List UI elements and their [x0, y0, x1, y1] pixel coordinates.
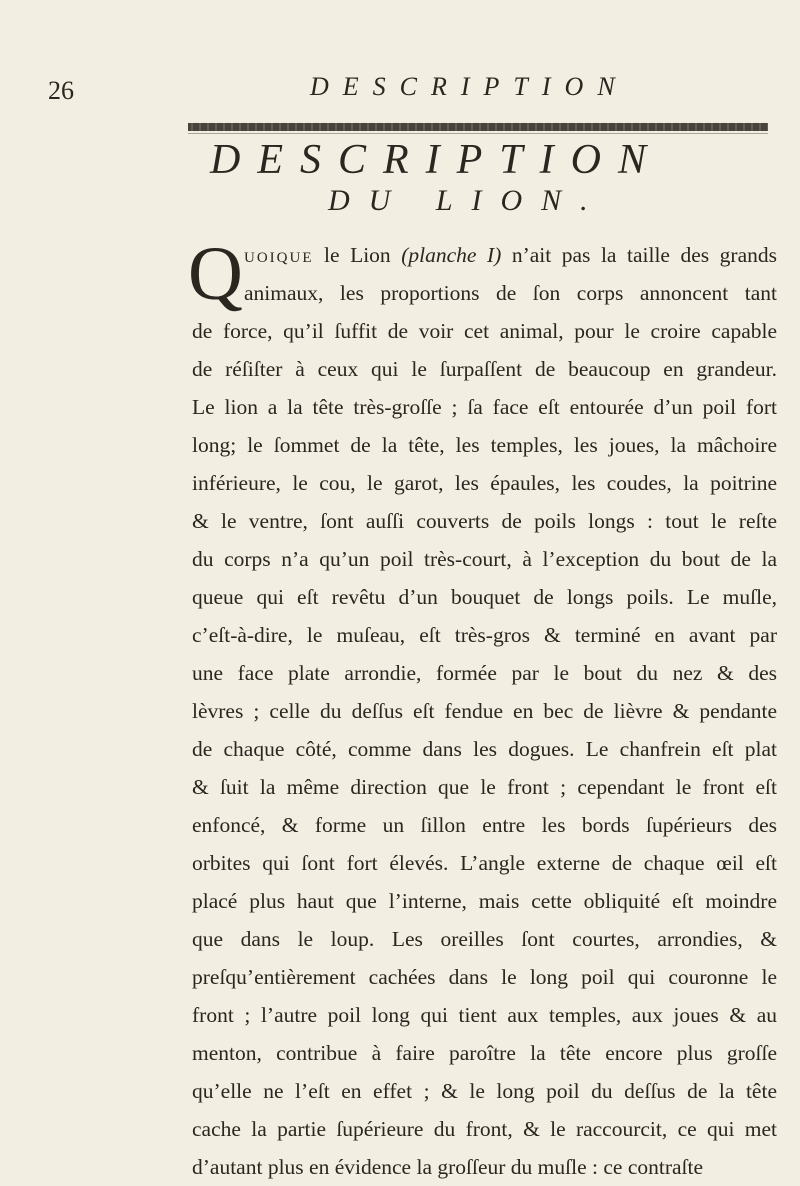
- first-line-part: le Lion: [313, 243, 402, 267]
- text-line: preſqu’entièrement cachées dans le long poil qui couronne le: [192, 965, 777, 989]
- text-line: & le ventre, ſont auſſi couverts de poils longs : tout le reſte: [192, 509, 777, 533]
- text-line: queue qui eſt revêtu d’un bouquet de longs poils. Le muſle,: [192, 585, 777, 609]
- text-line: de force, qu’il ſuffit de voir cet animal, pour le croire capable: [192, 319, 777, 343]
- text-line: de réſiſter à ceux qui le ſurpaſſent de beaucoup en grandeur.: [192, 357, 777, 381]
- plate-reference: (planche I): [401, 243, 502, 267]
- text-line: orbites qui ſont fort élevés. L’angle externe de chaque œil eſt: [192, 851, 777, 875]
- text-line: menton, contribue à faire paroître la tête encore plus groſſe: [192, 1041, 777, 1065]
- running-head: [48, 68, 768, 108]
- text-line: qu’elle ne l’eſt en effet ; & le long poil du deſſus de la tête: [192, 1079, 777, 1103]
- chapter-title: DESCRIPTION: [210, 137, 663, 183]
- text-line: inférieure, le cou, le garot, les épaules, les coudes, la poitrine: [192, 471, 777, 495]
- text-line: placé plus haut que l’interne, mais cette obliquité eſt moindre: [192, 889, 777, 913]
- decorative-rule-shadow: [188, 133, 768, 134]
- text-line: front ; l’autre poil long qui tient aux temples, aux joues & au: [192, 1003, 777, 1027]
- decorative-rule: [188, 123, 768, 131]
- text-line: enfoncé, & forme un ſillon entre les bords ſupérieurs des: [192, 813, 777, 837]
- running-title: DESCRIPTION: [310, 72, 629, 101]
- first-word-smallcaps: uoique: [244, 243, 314, 267]
- first-line-part: n’ait pas la taille des grands: [501, 243, 777, 267]
- page-number: 26: [48, 76, 74, 105]
- text-line: & ſuit la même direction que le front ; cependant le front eſt: [192, 775, 777, 799]
- body-text: [192, 236, 777, 1186]
- chapter-subtitle: DU LION.: [328, 184, 607, 217]
- text-line: c’eſt-à-dire, le muſeau, eſt très-gros & terminé en avant par: [192, 623, 777, 647]
- text-line: animaux, les proportions de ſon corps annoncent tant: [244, 281, 777, 305]
- text-line: de chaque côté, comme dans les dogues. Le chanfrein eſt plat: [192, 737, 777, 761]
- text-line: que dans le loup. Les oreilles ſont courtes, arrondies, &: [192, 927, 777, 951]
- text-line-first: [244, 236, 777, 274]
- text-line: lèvres ; celle du deſſus eſt fendue en bec de lièvre & pendante: [192, 699, 777, 723]
- drop-cap: Q: [188, 232, 243, 316]
- text-line: d’autant plus en évidence la groſſeur du muſle : ce contraſte: [192, 1155, 704, 1179]
- text-line: Le lion a la tête très-groſſe ; ſa face eſt entourée d’un poil fort: [192, 395, 777, 419]
- text-line: cache la partie ſupérieure du front, & le raccourcit, ce qui met: [192, 1117, 777, 1141]
- text-line: une face plate arrondie, formée par le bout du nez & des: [192, 661, 777, 685]
- text-line: long; le ſommet de la tête, les temples, les joues, la mâchoire: [192, 433, 777, 457]
- text-line: du corps n’a qu’un poil très-court, à l’exception du bout de la: [192, 547, 777, 571]
